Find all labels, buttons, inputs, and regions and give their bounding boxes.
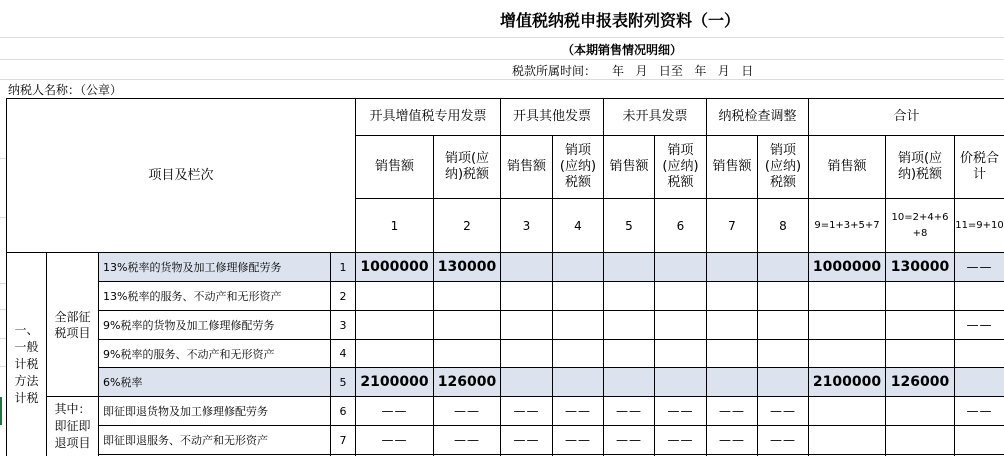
row-label: 9%税率的货物及加工修理修配劳务: [103, 319, 275, 332]
row-1-col-2-cell[interactable]: 130000: [437, 259, 497, 275]
row-6-col-5-cell[interactable]: ——: [616, 404, 642, 418]
item-column-header: 项目及栏次: [148, 167, 214, 183]
row-7-col-2-cell[interactable]: ——: [454, 433, 480, 447]
row-number: 1: [339, 260, 347, 274]
row-1-col-11-cell[interactable]: ——: [966, 260, 993, 274]
col-4-tax-header: 销项 (应纳) 税额: [559, 143, 597, 190]
col-number-10: 10=2+4+6+8: [891, 211, 949, 239]
group-header-no-invoice: 未开具发票: [622, 109, 688, 124]
col-number-6: 6: [676, 218, 685, 233]
col-number-5: 5: [625, 218, 633, 233]
group-header-vat-special-invoice: 开具增值税专用发票: [369, 109, 487, 124]
row-7-col-4-cell[interactable]: ——: [565, 433, 591, 447]
col-number-7: 7: [728, 218, 736, 233]
all-taxable-items-label: 全部征 税项目: [54, 309, 91, 340]
immediate-refund-items-label: 其中： 即征即 退项目: [54, 402, 91, 450]
row-number: 2: [339, 289, 347, 303]
general-method-label: 一、 一般 计税 方法 计税: [14, 323, 39, 405]
row-5-col-10-cell[interactable]: 126000: [890, 374, 950, 390]
row-7-col-6-cell[interactable]: ——: [667, 433, 694, 447]
form-subtitle: （本期销售情况明细）: [562, 43, 683, 57]
col-6-tax-header: 销项 (应纳) 税额: [662, 143, 699, 190]
col-5-sales-header: 销售额: [609, 159, 649, 174]
row-6-col-3-cell[interactable]: ——: [513, 404, 540, 418]
row-6-col-4-cell[interactable]: ——: [565, 404, 591, 418]
row-7-col-5-cell[interactable]: ——: [616, 433, 642, 447]
col-3-sales-header: 销售额: [506, 159, 546, 174]
row-6-col-7-cell[interactable]: ——: [719, 404, 745, 418]
row-5-col-1-cell[interactable]: 2100000: [360, 374, 429, 390]
row-label: 9%税率的服务、不动产和无形资产: [103, 347, 275, 361]
row-1-col-9-cell[interactable]: 1000000: [812, 259, 882, 275]
row-7-col-7-cell[interactable]: ——: [719, 433, 745, 447]
active-cell-indicator: [0, 397, 2, 425]
period-dates: 年 月 日至 年 月 日: [612, 64, 754, 78]
col-7-sales-header: 销售额: [712, 159, 752, 174]
col-number-2: 2: [463, 218, 471, 233]
row-number: 6: [339, 404, 347, 418]
row-6-col-1-cell[interactable]: ——: [381, 404, 408, 418]
row-label: 13%税率的服务、不动产和无形资产: [103, 290, 282, 303]
row-3-col-11-cell[interactable]: ——: [966, 318, 993, 332]
period-label: 税款所属时间：: [512, 64, 597, 78]
row-7-col-8-cell[interactable]: ——: [770, 433, 796, 447]
group-header-total: 合计: [893, 109, 920, 124]
row-number: 5: [339, 375, 347, 389]
row-number: 4: [339, 347, 347, 360]
taxpayer-name-label: 纳税人名称：（公章）: [8, 83, 123, 97]
col-8-tax-header: 销项 (应纳) 税额: [764, 143, 802, 190]
row-number: 7: [339, 433, 347, 447]
row-6-col-6-cell[interactable]: ——: [667, 404, 694, 418]
group-header-other-invoice: 开具其他发票: [512, 109, 591, 124]
form-title: 增值税纳税申报表附列资料（一）: [500, 11, 741, 30]
col-number-9: 9=1+3+5+7: [814, 219, 880, 231]
col-1-sales-header: 销售额: [374, 159, 414, 174]
col-number-11: 11=9+10: [955, 219, 1004, 231]
col-number-3: 3: [522, 218, 531, 233]
col-number-8: 8: [779, 218, 787, 233]
row-1-col-1-cell[interactable]: 1000000: [360, 259, 429, 275]
col-number-1: 1: [390, 218, 399, 233]
col-11-total-price-header: 价税合 计: [959, 151, 999, 182]
row-6-col-11-cell[interactable]: ——: [966, 404, 993, 418]
col-10-tax-header: 销项(应 纳)税额: [897, 151, 943, 182]
col-number-4: 4: [574, 218, 582, 233]
row-7-col-3-cell[interactable]: ——: [513, 433, 540, 447]
row-label: 6%税率: [103, 376, 143, 389]
row-5-col-9-cell[interactable]: 2100000: [812, 374, 882, 390]
row-6-col-2-cell[interactable]: ——: [454, 404, 480, 418]
group-header-inspection-adjustment: 纳税检查调整: [718, 109, 797, 124]
col-9-sales-header: 销售额: [827, 159, 867, 174]
row-label: 13%税率的货物及加工修理修配劳务: [103, 261, 282, 274]
row-5-col-2-cell[interactable]: 126000: [437, 374, 497, 390]
row-7-col-1-cell[interactable]: ——: [381, 433, 408, 447]
row-1-col-10-cell[interactable]: 130000: [890, 259, 950, 275]
row-label: 即征即退货物及加工修理修配劳务: [103, 405, 268, 418]
row-6-col-8-cell[interactable]: ——: [770, 404, 796, 418]
row-label: 即征即退服务、不动产和无形资产: [103, 434, 268, 447]
col-2-tax-header: 销项(应 纳)税额: [444, 151, 490, 182]
row-number: 3: [339, 318, 347, 332]
